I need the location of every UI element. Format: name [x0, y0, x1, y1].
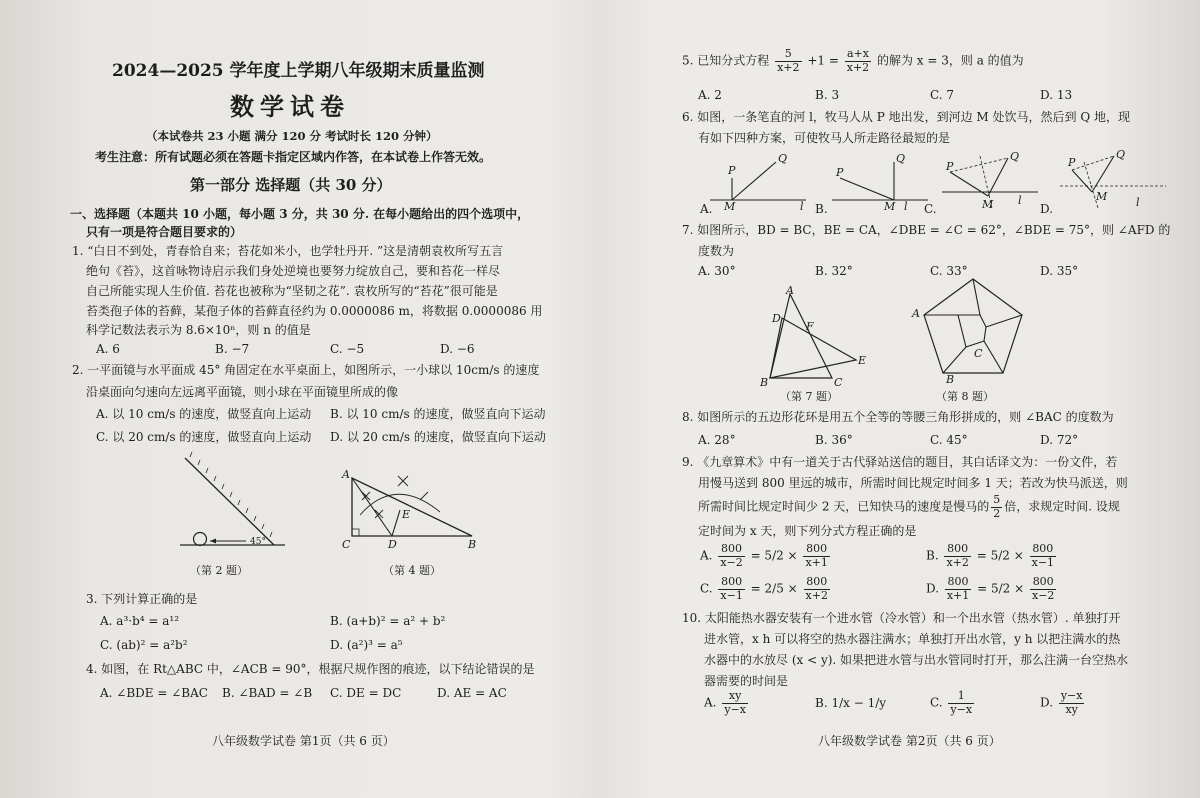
question-1-line: 绝句《苔》，这首咏物诗启示我们身处逆境也要努力绽放自己，要和苔花一样尽 [86, 264, 501, 278]
q9-option-b: B. $\frac{800}{x+2}$ = 5/2 × $\frac{800}{x-1}$ [926, 542, 1055, 569]
q5-fraction-1: $\frac{5}{x+2}$ [777, 47, 800, 74]
figure-2-angle-label: 45° [250, 537, 266, 547]
q5-mid: +1 = [807, 53, 839, 68]
q8-option-c: C. 45° [930, 433, 968, 447]
q5-option-a: A. 2 [698, 88, 722, 102]
q2-option-c: C. 以 20 cm/s 的速度，做竖直向上运动 [96, 430, 312, 444]
figure-7-label-b: B [760, 376, 769, 389]
notice [95, 148, 491, 167]
q5-option-c: C. 7 [930, 88, 955, 102]
question-7-line: 度数为 [698, 244, 735, 258]
page-1-footer: 八年级数学试卷 第1页（共 6 页） [212, 734, 395, 748]
q6-figure-a [710, 152, 810, 213]
q2-option-a: A. 以 10 cm/s 的速度，做竖直向上运动 [96, 407, 312, 421]
question-1-line: 苔类孢子体的苔藓，某孢子体的苔藓直径约为 0.0000086 m，将数据 0.0000086 用 [86, 304, 543, 318]
question-2-line: 2. 一平面镜与水平面成 45° 角固定在水平桌面上，如图所示，一小球以 10cm/s 的速度 [72, 363, 540, 377]
q1-option-c: C. −5 [330, 342, 365, 356]
svg-text:Q: Q [1010, 150, 1020, 163]
figure-8-label-a: A [912, 307, 920, 320]
question-6-line: 有如下四种方案，可使牧马人所走路径最短的是 [698, 131, 951, 145]
svg-text:Q: Q [896, 152, 906, 165]
question-9-line: 用慢马送到 800 里远的城市，所需时间比规定时间多 1 天；若改为快马派送，则 [698, 476, 1128, 490]
q6-option-d: D. [1040, 202, 1054, 216]
question-9-line: 定时间为 x 天，则下列分式方程正确的是 [698, 524, 917, 538]
q10-option-c: C. $\frac{1}{y-x}$ [930, 689, 973, 716]
notice-label: 考生注意： [95, 150, 156, 164]
question-9-line: 所需时间比规定时间少 2 天，已知快马的速度是慢马的 $\frac{5}{2}$ 倍，求规定时间. 设规 [698, 493, 1120, 520]
question-1-line: 1. “白日不到处，青春恰自来；苔花如米小，也学牡丹开. ”这是清朝袁枚所写五言 [72, 244, 504, 258]
figure-4-label-c: C [342, 538, 351, 551]
svg-text:P: P [1068, 156, 1076, 169]
q1-option-b: B. −7 [215, 342, 250, 356]
figure-4-label-d: D [388, 538, 397, 551]
q7-option-d: D. 35° [1040, 264, 1079, 278]
q9-option-d: D. $\frac{800}{x+1}$ = 5/2 × $\frac{800}{x-2}$ [926, 575, 1055, 602]
notice-text: 所有试题必须在答题卡指定区域内作答，在本试卷上作答无效。 [155, 150, 492, 164]
q7-option-a: A. 30° [698, 264, 736, 278]
q6-figure-d [1060, 148, 1170, 210]
q5-prefix: 5. 已知分式方程 [682, 53, 770, 68]
q7-option-b: B. 32° [815, 264, 853, 278]
q6-figure-c [942, 152, 1042, 210]
svg-text:l: l [904, 200, 908, 213]
svg-text:P: P [728, 164, 736, 177]
figure-7-label-c: C [834, 376, 843, 389]
q6-option-b: B. [815, 202, 828, 216]
q10-option-a: A. $\frac{xy}{y-x}$ [704, 689, 746, 716]
figure-8-caption: （第 8 题） [936, 390, 994, 403]
q6-figure-b [832, 152, 932, 213]
svg-text:P: P [946, 160, 954, 173]
svg-text:P: P [836, 166, 844, 179]
figure-4-label-b: B [468, 538, 477, 551]
figure-8-label-b: B [946, 373, 955, 386]
q5-suffix: 的解为 x = 3，则 a 的值为 [876, 53, 1024, 68]
question-1-line: 自己所能实现人生价值. 苔花也被称为“坚韧之花”. 袁枚所写的“苔花”很可能是 [86, 284, 498, 298]
question-10-line: 进水管，x h 可以将空的热水器注满水；单独打开出水管，y h 以把注满水的热 [704, 632, 1121, 646]
part-title: 第一部分 选择题（共 30 分） [190, 176, 392, 194]
figure-7-label-e: E [858, 354, 867, 367]
q2-option-b: B. 以 10 cm/s 的速度，做竖直向下运动 [330, 407, 546, 421]
q10-option-d: D. $\frac{y-x}{xy}$ [1040, 689, 1083, 716]
question-3-stem: 3. 下列计算正确的是 [86, 592, 198, 606]
section-heading-line1: 一、选择题（本题共 10 小题，每小题 3 分，共 30 分. 在每小题给出的四个选项中， [70, 207, 530, 221]
q6-option-a: A. [700, 202, 713, 216]
svg-text:l: l [800, 200, 804, 213]
figure-2-caption: （第 2 题） [190, 564, 248, 577]
figure-7-triangles [760, 284, 870, 389]
q9-option-c: C. $\frac{800}{x-1}$ = 2/5 × $\frac{800}{x+2}$ [700, 575, 828, 602]
question-2-line: 沿桌面向匀速向左远离平面镜，则小球在平面镜里所成的像 [86, 385, 399, 399]
figure-7-caption: （第 7 题） [780, 390, 838, 403]
svg-text:l: l [1136, 196, 1140, 209]
q3-option-b: B. (a+b)² = a² + b² [330, 614, 446, 628]
exam-title: 2024—2025 学年度上学期八年级期末质量监测 [112, 61, 485, 81]
q8-option-a: A. 28° [698, 433, 736, 447]
q5-option-d: D. 13 [1040, 88, 1073, 102]
svg-text:l: l [1018, 194, 1022, 207]
figure-8-pentagon [912, 275, 1028, 386]
page-2 [600, 0, 1200, 798]
q2-option-d: D. 以 20 cm/s 的速度，做竖直向下运动 [330, 430, 546, 444]
q10-option-b: B. 1/x − 1/y [815, 696, 887, 710]
figure-4-triangle [340, 470, 480, 550]
q9-option-a: A. $\frac{800}{x-2}$ = 5/2 × $\frac{800}{x+1}$ [700, 542, 828, 569]
q3-option-d: D. (a²)³ = a⁵ [330, 638, 403, 652]
question-7-line: 7. 如图所示，BD = BC，BE = CA，∠DBE = ∠C = 62°，∠BDE = 75°，则 ∠AFD 的 [682, 223, 1171, 237]
q9-fraction: $\frac{5}{2}$ [993, 493, 1001, 520]
figure-7-label-d: D [772, 312, 781, 325]
q5-fraction-2: $\frac{a+x}{x+2}$ [846, 47, 870, 74]
question-4-stem: 4. 如图，在 Rt△ABC 中，∠ACB = 90°，根据尺规作图的痕迹，以下结论错误的是 [86, 662, 535, 676]
figure-8-label-c: C [974, 347, 983, 360]
q8-option-d: D. 72° [1040, 433, 1079, 447]
section-heading-line2: 只有一项是符合题目要求的） [86, 225, 243, 239]
exam-info: （本试卷共 23 小题 满分 120 分 考试时长 120 分钟） [146, 129, 438, 143]
svg-text:M: M [724, 200, 736, 213]
question-1-line: 科学记数法表示为 8.6×10ⁿ，则 n 的值是 [86, 323, 311, 337]
svg-text:M: M [1096, 190, 1108, 203]
subject-title: 数学试卷 [230, 92, 350, 121]
figure-4-caption: （第 4 题） [383, 564, 441, 577]
figure-7-label-f: F [806, 320, 814, 333]
question-9-line: 9. 《九章算术》中有一道关于古代驿站送信的题目，其白话译文为：一份文件，若 [682, 455, 1118, 469]
figure-7-label-a: A [786, 284, 794, 297]
q4-option-a: A. ∠BDE = ∠BAC [100, 686, 208, 700]
question-10-line: 水器中的水放尽 (x < y). 如果把进水管与出水管同时打开，那么注满一台空热水 [704, 653, 1129, 667]
figure-4-label-a: A [342, 468, 350, 481]
question-10-line: 10. 太阳能热水器安装有一个进水管（冷水管）和一个出水管（热水管）. 单独打开 [682, 611, 1121, 625]
figure-2-mirror [170, 455, 290, 555]
page-2-footer: 八年级数学试卷 第2页（共 6 页） [818, 734, 1001, 748]
q6-option-c: C. [924, 202, 937, 216]
q1-option-d: D. −6 [440, 342, 475, 356]
question-10-line: 器需要的时间是 [704, 674, 789, 688]
q5-option-b: B. 3 [815, 88, 840, 102]
q3-option-a: A. a³·b⁴ = a¹² [100, 614, 180, 628]
q4-option-b: B. ∠BAD = ∠B [222, 686, 313, 700]
q4-option-c: C. DE = DC [330, 686, 402, 700]
svg-text:Q: Q [1116, 148, 1126, 161]
q4-option-d: D. AE = AC [437, 686, 507, 700]
q3-option-c: C. (ab)² = a²b² [100, 638, 188, 652]
question-6-line: 6. 如图，一条笔直的河 l，牧马人从 P 地出发，到河边 M 处饮马，然后到 Q 地，现 [682, 110, 1131, 124]
q1-option-a: A. 6 [96, 342, 120, 356]
q7-option-c: C. 33° [930, 264, 968, 278]
svg-text:M: M [884, 200, 896, 213]
svg-text:Q: Q [778, 152, 788, 165]
question-5-stem [682, 48, 1024, 74]
q8-option-b: B. 36° [815, 433, 853, 447]
question-8-stem: 8. 如图所示的五边形花环是用五个全等的等腰三角形拼成的，则 ∠BAC 的度数为 [682, 410, 1114, 424]
svg-text:M: M [982, 198, 994, 211]
figure-4-label-e: E [402, 508, 411, 521]
